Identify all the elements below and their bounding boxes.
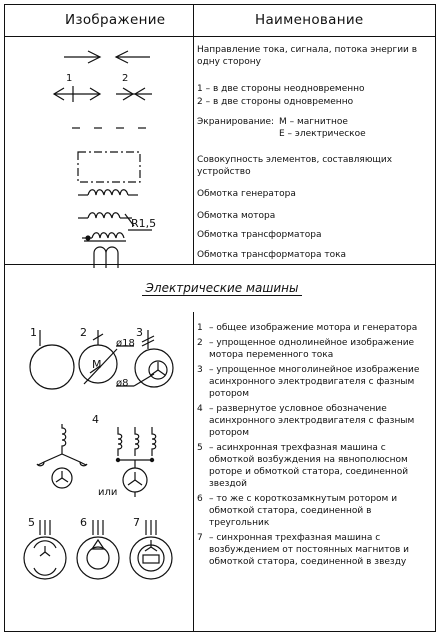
motor-letter: M — [92, 358, 102, 371]
double-arrow-alternating-icon — [54, 86, 100, 102]
desc-direction: Направление тока, сигнала, потока энергии в одну сторону — [197, 45, 418, 67]
machine-label-6: 6 — [80, 516, 87, 529]
machine-label-5: 5 — [28, 516, 35, 529]
machine-description-number: 1 — [197, 323, 203, 333]
machine-description-number: 4 — [197, 404, 203, 414]
radius-label: R1,5 — [131, 217, 157, 230]
machine-label-2: 2 — [80, 326, 87, 339]
machine-description-text: – то же с короткозамкнутым ротором и обмоткой статора, соединенной в треугольник — [209, 494, 398, 528]
arrow-label-2: 2 — [122, 73, 129, 84]
desc-transformer-winding: Обмотка трансформатора — [197, 230, 322, 240]
column-header-name: Наименование — [255, 12, 364, 28]
desc-gen-winding: Обмотка генератора — [197, 189, 296, 199]
machine-label-4: 4 — [92, 413, 99, 426]
desc-current-transformer-winding: Обмотка трансформатора тока — [197, 250, 347, 260]
desc-screening-title: Экранирование: — [197, 117, 275, 127]
machine-description-number: 7 — [197, 533, 203, 543]
or-label: или — [98, 487, 118, 498]
machine-label-1: 1 — [30, 326, 37, 339]
machine-description-text: – общее изображение мотора и генератора — [209, 323, 418, 333]
machine-description-text: – упрощенное однолинейное изображение мотора переменного тока — [209, 338, 415, 360]
machine-4-expanded-star-winding-icon — [37, 424, 87, 488]
machine-description-number: 5 — [197, 443, 203, 453]
desc-both-dirs-2: 2 – в две стороны одновременно — [197, 97, 354, 107]
machine-description-text: – развернутое условное обозначение асинхронного электродвигателя с фазным ротором — [209, 404, 415, 438]
machine-4-alt-three-winding-icon — [116, 427, 155, 497]
section-title: Электрические машины — [0, 281, 444, 295]
assembly-boundary-icon — [78, 152, 140, 182]
arrow-left-icon — [116, 51, 150, 63]
desc-both-dirs-1: 1 – в две стороны неодновременно — [197, 84, 365, 94]
arrow-right-icon — [64, 51, 100, 63]
machine-description-number: 2 — [197, 338, 203, 348]
machine-description-number: 6 — [197, 494, 203, 504]
machine-description-number: 3 — [197, 365, 203, 375]
double-arrow-simultaneous-icon — [116, 88, 152, 100]
machine-description-text: – синхронная трехфазная машина с возбуждением от постоянных магнитов и обмоткой статора, соединенной в звезду — [209, 533, 409, 567]
arrow-label-1: 1 — [66, 73, 73, 84]
machine-label-3: 3 — [136, 326, 143, 339]
machine-description-text: – асинхронная трехфазная машина с обмоткой возбуждения на явнополюсном роторе и обмоткой статора, соединенной звездой — [209, 443, 409, 489]
desc-screening-m: М – магнитное — [279, 117, 348, 127]
diameter-18-label: ø18 — [116, 338, 135, 349]
machine-label-7: 7 — [133, 516, 140, 529]
desc-screening-e: Е – электрическое — [279, 129, 366, 139]
motor-winding-icon — [88, 213, 120, 218]
desc-assembly: Совокупность элементов, составляющих устройство — [197, 155, 393, 177]
diameter-8-label: ø8 — [116, 378, 129, 389]
generator-winding-icon — [88, 190, 128, 195]
current-transformer-winding-icon — [94, 247, 118, 268]
transformer-winding-icon — [82, 233, 126, 241]
machine-description-text: – упрощенное многолинейное изображение асинхронного электродвигателя с фазным ротором — [209, 365, 420, 399]
column-header-image: Изображение — [65, 12, 166, 28]
desc-motor-winding: Обмотка мотора — [197, 211, 276, 221]
